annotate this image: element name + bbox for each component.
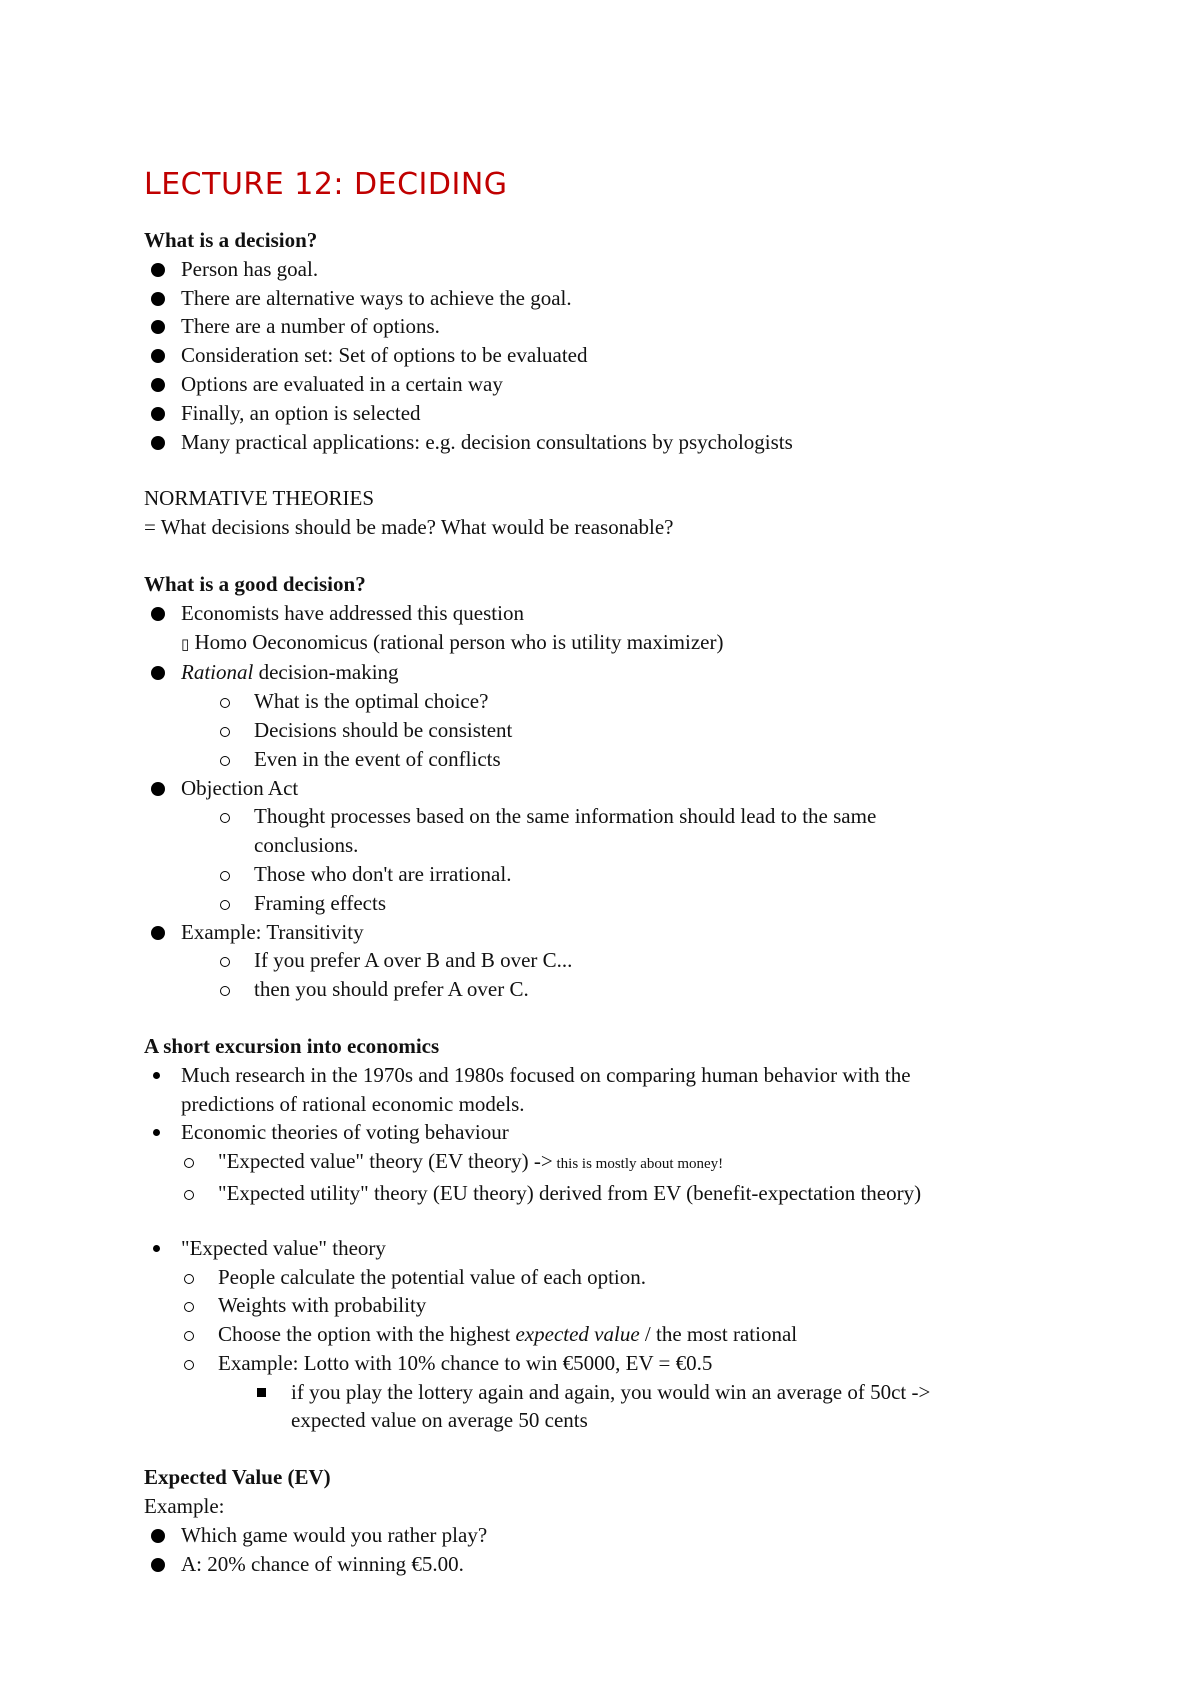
list-item: Example: Lotto with 10% chance to win €5000, EV = €0.5 [144, 1349, 1064, 1378]
bullet-dot-icon [151, 926, 165, 940]
circle-bullet-icon [184, 1302, 194, 1312]
bullet-dot-icon [151, 320, 165, 334]
bullet-dot-icon [151, 292, 165, 306]
list-item-continuation: conclusions. [254, 833, 359, 858]
list-item: Which game would you rather play? [144, 1521, 1064, 1550]
decision-list [144, 255, 1064, 457]
page-title: LECTURE 12: DECIDING [144, 167, 508, 202]
list-item: Example: Transitivity [144, 918, 1064, 947]
list-item: What is the optimal choice? [144, 687, 1064, 716]
list-item: Those who don't are irrational. [144, 860, 1064, 889]
list-item: Thought processes based on the same information should lead to the same [144, 802, 1064, 831]
list-item: ▯ Homo Oeconomicus (rational person who is utility maximizer) [181, 629, 724, 654]
list-item: "Expected value" theory (EV theory) -> this is mostly about money! [144, 1147, 1064, 1179]
missing-glyph-icon: ▯ [181, 634, 190, 653]
list-item: Decisions should be consistent [144, 716, 1064, 745]
list-item: There are a number of options. [144, 312, 1064, 341]
bullet-dot-icon [151, 607, 165, 621]
normative-definition: = What decisions should be made? What would be reasonable? [144, 515, 674, 540]
list-item: Person has goal. [144, 255, 1064, 284]
list-item: Rational decision-making [144, 658, 1064, 687]
circle-bullet-icon [220, 986, 230, 996]
bullet-icon [153, 1129, 160, 1136]
example-label: Example: [144, 1494, 225, 1519]
circle-bullet-icon [220, 957, 230, 967]
circle-bullet-icon [220, 871, 230, 881]
bullet-dot-icon [151, 666, 165, 680]
bullet-dot-icon [151, 349, 165, 363]
circle-bullet-icon [220, 727, 230, 737]
list-item: If you prefer A over B and B over C... [144, 946, 1064, 975]
document-body [144, 164, 1064, 1578]
bullet-dot-icon [151, 378, 165, 392]
list-item: People calculate the potential value of each option. [144, 1263, 1064, 1292]
list-item: Even in the event of conflicts [144, 745, 1064, 774]
list-item: "Expected utility" theory (EU theory) derived from EV (benefit-expectation theory) [144, 1179, 1064, 1208]
list-item-continuation: predictions of rational economic models. [181, 1091, 525, 1116]
bullet-dot-icon [151, 436, 165, 450]
bullet-icon [153, 1245, 160, 1252]
list-item: Framing effects [144, 889, 1064, 918]
circle-bullet-icon [220, 813, 230, 823]
circle-bullet-icon [184, 1274, 194, 1284]
list-item: Objection Act [144, 774, 1064, 803]
list-item: Many practical applications: e.g. decision consultations by psychologists [144, 428, 1064, 457]
bullet-dot-icon [151, 1529, 165, 1543]
bullet-dot-icon [151, 1558, 165, 1572]
circle-bullet-icon [184, 1190, 194, 1200]
list-item: Much research in the 1970s and 1980s focused on comparing human behavior with the [144, 1061, 1064, 1090]
list-item: Finally, an option is selected [144, 399, 1064, 428]
circle-bullet-icon [220, 756, 230, 766]
list-item: Consideration set: Set of options to be evaluated [144, 341, 1064, 370]
list-item: Economic theories of voting behaviour [144, 1118, 1064, 1147]
list-item: Weights with probability [144, 1291, 1064, 1320]
list-item: Choose the option with the highest expected value / the most rational [144, 1320, 1064, 1349]
list-item-continuation: expected value on average 50 cents [291, 1408, 588, 1433]
list-item: if you play the lottery again and again, you would win an average of 50ct -> [144, 1378, 1064, 1407]
bullet-dot-icon [151, 263, 165, 277]
list-item: "Expected value" theory [144, 1234, 1064, 1263]
circle-bullet-icon [184, 1360, 194, 1370]
list-item: Economists have addressed this question [144, 599, 1064, 628]
list-item: A: 20% chance of winning €5.00. [144, 1550, 1064, 1579]
bullet-dot-icon [151, 782, 165, 796]
square-bullet-icon [257, 1388, 266, 1397]
section-heading-good-decision: What is a good decision? [144, 571, 366, 596]
normative-heading: NORMATIVE THEORIES [144, 486, 375, 511]
section-heading-expected-value: Expected Value (EV) [144, 1465, 331, 1490]
bullet-icon [153, 1072, 160, 1079]
list-item: Options are evaluated in a certain way [144, 370, 1064, 399]
bullet-dot-icon [151, 407, 165, 421]
circle-bullet-icon [184, 1158, 194, 1168]
section-heading-economics: A short excursion into economics [144, 1033, 440, 1058]
section-heading-decision: What is a decision? [144, 228, 318, 252]
circle-bullet-icon [184, 1331, 194, 1341]
circle-bullet-icon [220, 900, 230, 910]
list-item: There are alternative ways to achieve the goal. [144, 284, 1064, 313]
circle-bullet-icon [220, 698, 230, 708]
list-item: then you should prefer A over C. [144, 975, 1064, 1004]
